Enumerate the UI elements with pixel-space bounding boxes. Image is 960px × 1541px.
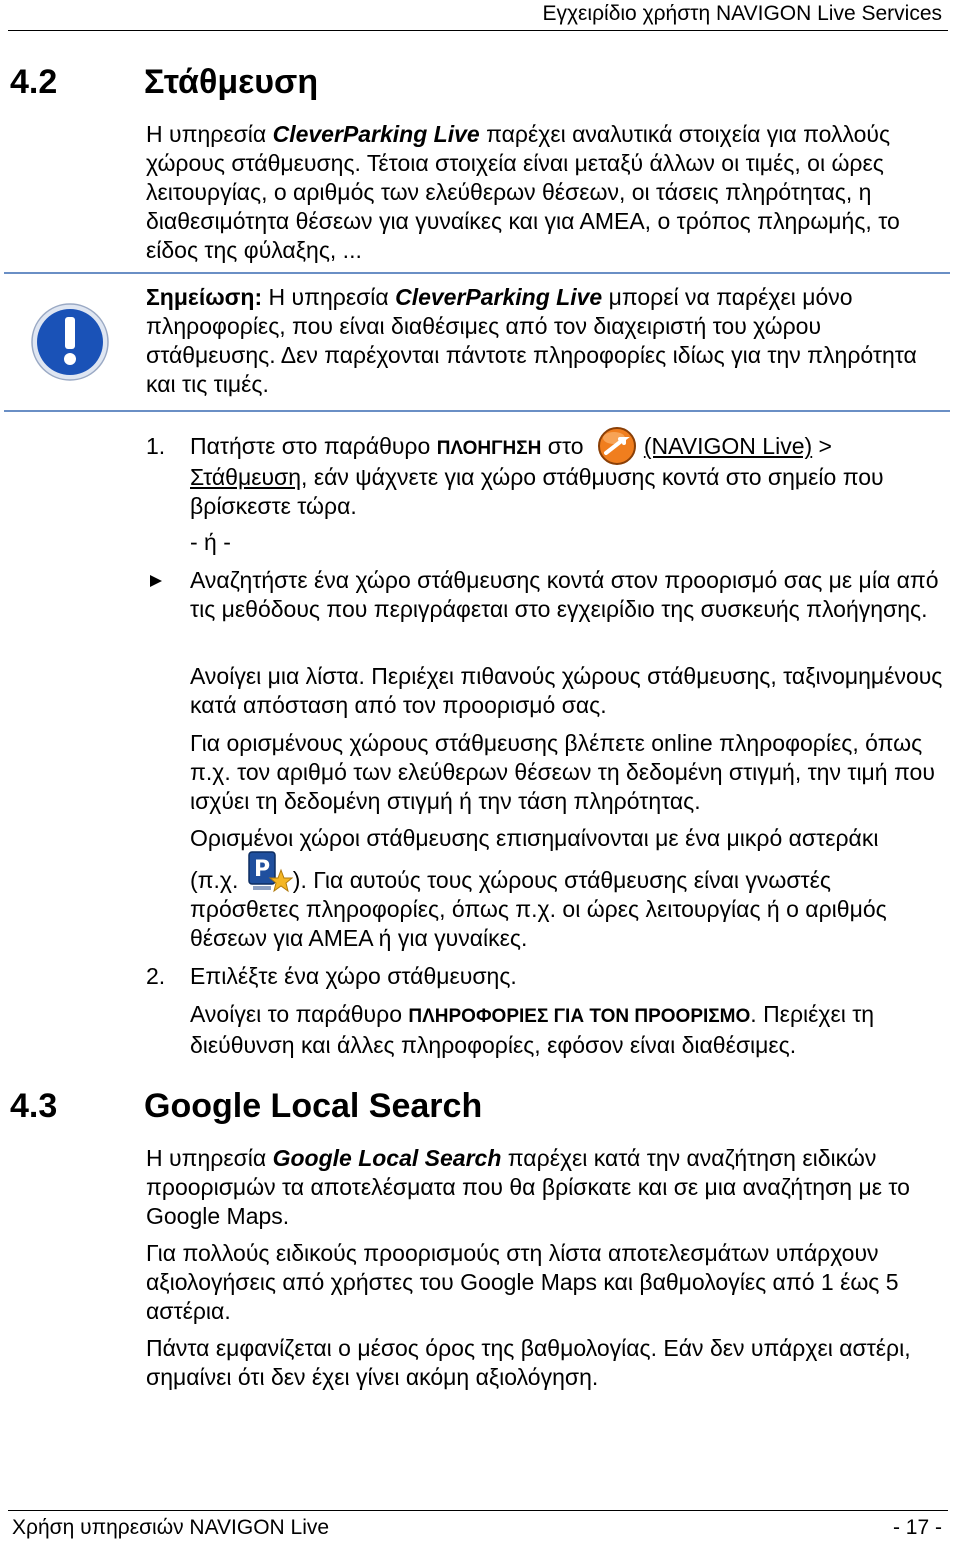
bullet-text: Αναζητήστε ένα χώρο στάθμευσης κοντά στον προορισμό σας με μία από τις μεθόδους που περιγράφεται στο εγχειρίδιο της συσκευής πλοήγησης. [190, 567, 939, 622]
section-title: Στάθμευση [144, 63, 319, 101]
step-2-number: 2. [146, 963, 166, 989]
section-number: 4.3 [10, 1087, 58, 1125]
parking-link[interactable]: Στάθμευση [190, 464, 302, 490]
page-header [8, 0, 948, 31]
svg-text:P: P [253, 856, 270, 882]
triangle-bullet-icon [149, 574, 163, 588]
google-paragraph-1: Η υπηρεσία Google Local Search παρέχει κατά την αναζήτηση ειδικών προορισμών τα αποτελέσματα που θα βρίσκατε και σε μια αναζήτηση με το Google Maps. [146, 1145, 910, 1229]
result-3: (π.χ. P ). Για αυτούς τους χώρους στάθμευσης είναι γνωστές πρόσθετες πληροφορίες, όπως π.χ. οι ώρες λειτουργίας ή ο αριθμός θέσεων για ΑΜΕΑ ή για γυναίκες. [190, 866, 946, 953]
google-paragraph-2: Για πολλούς ειδικούς προορισμούς στη λίστα αποτελεσμάτων υπάρχουν αξιολογήσεις από χρήστες του Google Maps και βαθμολογίες από 1 έως 5 αστέρια. [146, 1240, 899, 1324]
service-name: CleverParking Live [272, 121, 480, 147]
step-2-text: Επιλέξτε ένα χώρο στάθμευσης. [190, 963, 517, 989]
step-1-text: Πατήστε στο παράθυρο ΠΛΟΗΓΗΣΗ στο (NAVIGON Live) > Στάθμευση, εάν ψάχνετε για χώρο στάθμυσης κοντά στο σημείο που βρίσκεστε τώρα. [190, 432, 946, 521]
navigon-live-link[interactable]: (NAVIGON Live) [643, 433, 813, 459]
note-service-name: CleverParking Live [395, 284, 603, 310]
page-number: - 17 - [892, 1516, 942, 1539]
service-name: Google Local Search [272, 1145, 502, 1171]
result-1: Ανοίγει μια λίστα. Περιέχει πιθανούς χώρους στάθμευσης, ταξινομημένους κατά απόσταση από τον προορισμό σας. [190, 663, 943, 718]
result-2: Για ορισμένους χώρους στάθμευσης βλέπετε online πληροφορίες, όπως π.χ. τον αριθμό των ελεύθερων θέσεων τη δεδομένη στιγμή, την τιμή που ισχύει τη δεδομένη στιγμή ή την τάση πληρότητας. [190, 730, 935, 814]
intro-paragraph: Η υπηρεσία CleverParking Live παρέχει αναλυτικά στοιχεία για πολλούς χώρους στάθμευσης. Τέτοια στοιχεία είναι μεταξύ άλλων οι τιμές, οι ώρες λειτουργίας, ο αριθμός των ελεύθερων θέσεων, οι τάσεις πληρότητας, η διαθεσιμότητα θέσεων για γυναίκες και για ΑΜΕΑ, ο τρόπος πληρωμής, το είδος της φύλαξης, ... [146, 121, 900, 263]
google-paragraph-3: Πάντα εμφανίζεται ο μέσος όρος της βαθμολογίας. Εάν δεν υπάρχει αστέρι, σημαίνει ότι δεν έχει γίνει ακόμη αξιολόγηση. [146, 1335, 911, 1390]
section-title: Google Local Search [144, 1087, 483, 1125]
or-separator: - ή - [190, 529, 231, 555]
step-1-number: 1. [146, 433, 166, 459]
section-number: 4.2 [10, 63, 58, 101]
window-name-navigation: ΠΛΟΗΓΗΣΗ [436, 438, 542, 459]
window-name-destination-info: ΠΛΗΡΟΦΟΡΙΕΣ ΓΙΑ ΤΟΝ ΠΡΟΟΡΙΣΜΟ [408, 1006, 751, 1027]
page-footer [8, 1510, 948, 1541]
header-title: Εγχειρίδιο χρήστη NAVIGON Live Services [542, 2, 942, 25]
step-2-result: Ανοίγει το παράθυρο ΠΛΗΡΟΦΟΡΙΕΣ ΓΙΑ ΤΟΝ ΠΡΟΟΡΙΣΜΟ. Περιέχει τη διεύθυνση και άλλες πληροφορίες, εφόσον είναι διαθέσιμες. [190, 1001, 875, 1058]
exclamation-icon [30, 302, 110, 382]
parking-star-icon [245, 850, 293, 894]
result-3-line-1: Ορισμένοι χώροι στάθμευσης επισημαίνονται με ένα μικρό αστεράκι [190, 825, 879, 851]
note-label: Σημείωση: [146, 284, 263, 310]
footer-title: Χρήση υπηρεσιών NAVIGON Live [12, 1516, 330, 1539]
note-text: Σημείωση: Η υπηρεσία CleverParking Live μπορεί να παρέχει μόνο πληροφορίες, που είναι διαθέσιμες από τον διαχειριστή του χώρου στάθμευσης. Δεν παρέχονται πάντοτε πληροφορίες ιδίως για την πληρότητα και τις τιμές. [146, 284, 917, 397]
navigon-live-icon [594, 426, 640, 466]
